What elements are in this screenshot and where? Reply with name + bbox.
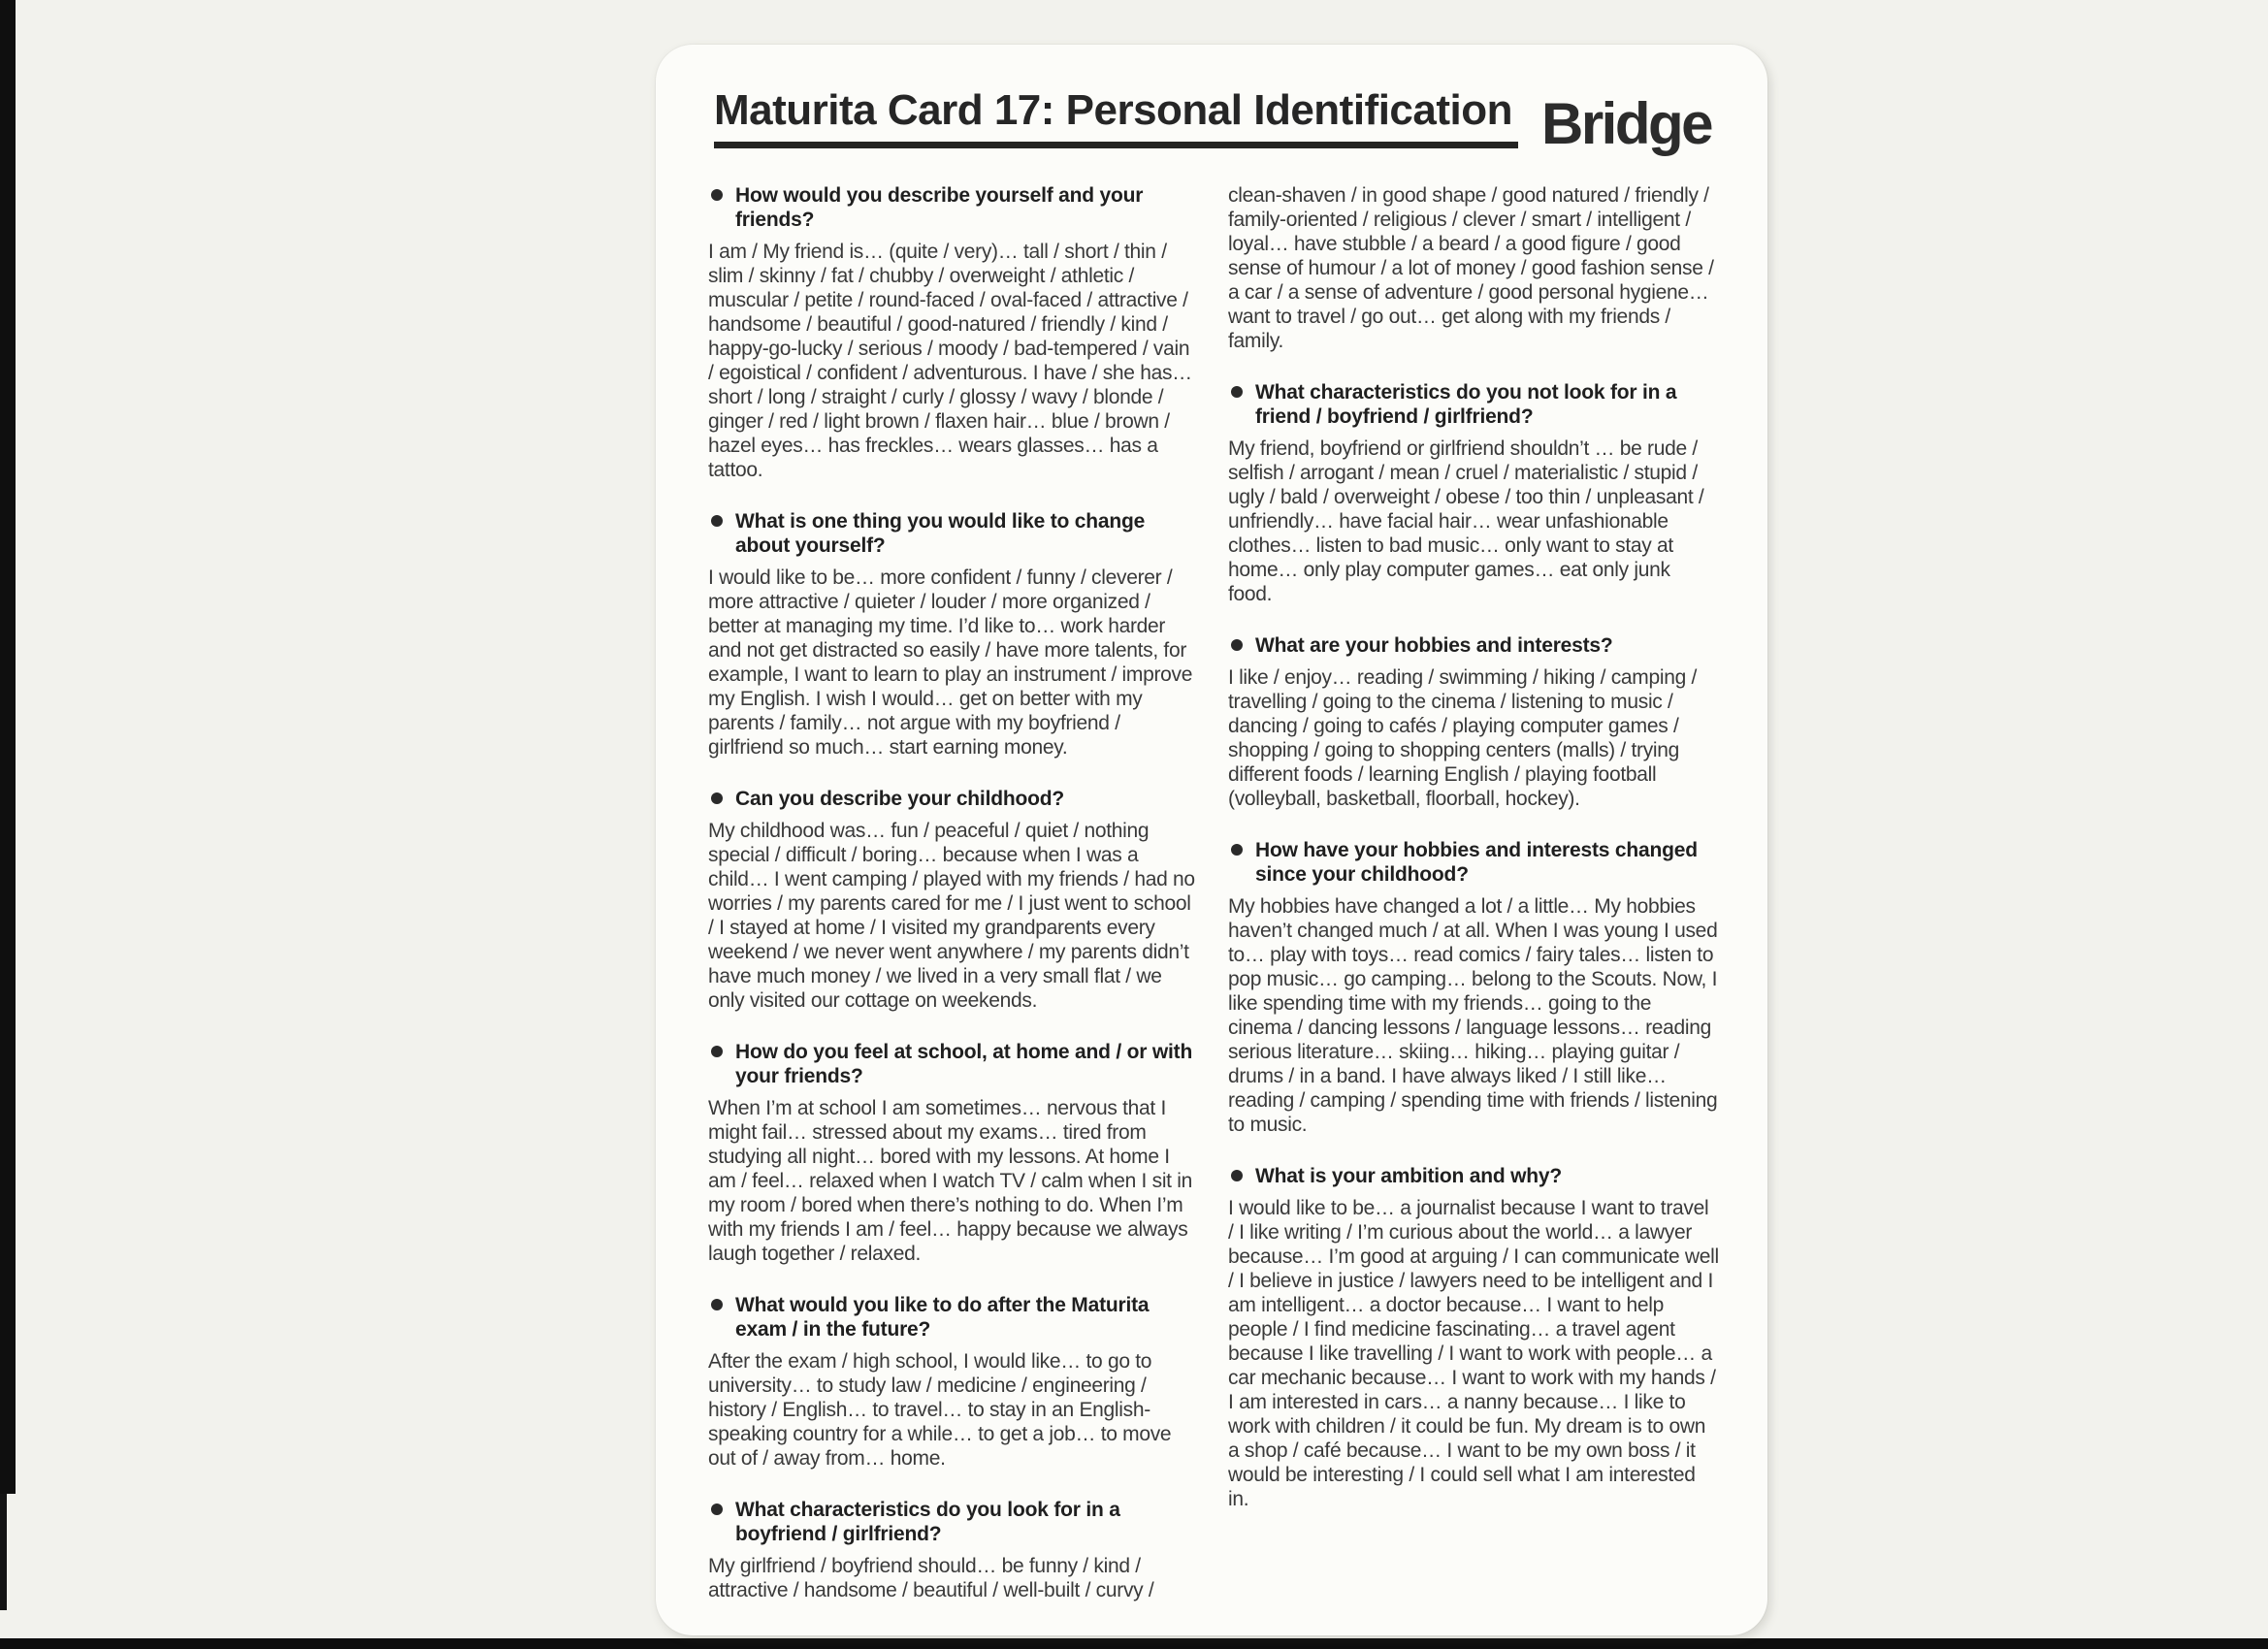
answer-text: My friend, boyfriend or girlfriend shouldn’t … be rude / selfish / arrogant / mean / cruel / materialistic / stupid / ugly / bald / overweight / obese / too thin / unpleasant / unfriendly… have facial hair… wear unfashionable clothes… listen to bad music… only want to stay at home… only play computer games… eat only junk food. (1228, 437, 1704, 605)
qa-section (708, 183, 1199, 482)
bullet-icon (1231, 639, 1243, 651)
page-title: Maturita Card 17: Personal Identification (714, 86, 1512, 134)
qa-section (708, 1293, 1199, 1471)
answer-text: When I’m at school I am sometimes… nervous that I might fail… stressed about my exams… tired from studying all night… bored with my lessons. At home I am / feel… relaxed when I watch TV / calm when I sit in my room / bored when there’s nothing to do. When I’m with my friends I am / feel… happy because we always laugh together / relaxed. (708, 1097, 1192, 1265)
question-text: What are your hobbies and interests? (1255, 634, 1613, 657)
qa-section (708, 1040, 1199, 1266)
question-text: How do you feel at school, at home and / or with your friends? (735, 1041, 1193, 1087)
qa-section (708, 787, 1199, 1013)
question-text: What characteristics do you look for in a boyfriend / girlfriend? (735, 1499, 1120, 1545)
bullet-icon (711, 1299, 723, 1310)
qa-section (1228, 380, 1719, 606)
scanner-edge-bottom (0, 1638, 2268, 1649)
answer-text: I am / My friend is… (quite / very)… tall / short / thin / slim / skinny / fat / chubby / overweight / athletic / muscular / petite / round-faced / oval-faced / attractive / handsome / beautiful / good-natured / friendly / kind / happy-go-lucky / serious / moody / bad-tempered / vain / egoistical / confident / adventurous. I have / she has… short / long / straight / curly / glossy / wavy / blonde / ginger / red / light brown / flaxen hair… blue / brown / hazel eyes… has freckles… wears glasses… has a tattoo. (708, 241, 1192, 481)
scanner-edge-left (0, 0, 16, 1494)
bullet-icon (711, 515, 723, 527)
question (1228, 838, 1719, 887)
scanner-edge-left-tail (0, 1494, 7, 1610)
bullet-icon (711, 189, 723, 201)
answer-text: After the exam / high school, I would like… to go to university… to study law / medicine / engineering / history / English… to travel… to stay in an English-speaking country for a while… to get a job… to move out of / away from… home. (708, 1350, 1172, 1470)
question-text: What characteristics do you not look for in a friend / boyfriend / girlfriend? (1255, 381, 1677, 428)
continuation-paragraph: clean-shaven / in good shape / good natured / friendly / family-oriented / religious / clever / smart / intelligent / loyal… have stubble / a beard / a good figure / good sense of humour / a lot of money / good fashion sense / a car / a sense of adventure / good personal hygiene… want to travel / go out… get along with my friends / family. (1228, 184, 1714, 352)
question (708, 1293, 1199, 1342)
question-text: What is one thing you would like to change about yourself? (735, 510, 1146, 557)
answer-text: I would like to be… a journalist because I want to travel / I like writing / I’m curious about the world… a lawyer because… I’m good at arguing / I can communicate well / I believe in justice / lawyers need to be intelligent and I am intelligent… a doctor because… I want to help people / I find medicine fascinating… a travel agent because I like travelling / I want to work with people… a car mechanic because… I want to work with my hands / I am interested in cars… a nanny because… I like to work with children / it could be fun. My dream is to own a shop / café because… I want to be my own boss / it would be interesting / I could sell what I am interested in. (1228, 1197, 1719, 1510)
left-column-sections (708, 183, 1199, 1602)
question (708, 1040, 1199, 1088)
bullet-icon (711, 792, 723, 804)
card-header (714, 86, 1719, 156)
two-column-layout (708, 183, 1719, 1602)
title-underline (714, 86, 1518, 148)
answer-text: My hobbies have changed a lot / a little… My hobbies haven’t changed much / at all. When I was young I used to… play with toys… read comics / fairy tales… listen to pop music… go camping… belong to the Scouts. Now, I like spending time with my friends… going to the cinema / dancing lessons / language lessons… reading serious literature… skiing… hiking… playing guitar / drums / in a band. I have always liked / I still like… reading / camping / spending time with friends / listening to music. (1228, 895, 1718, 1136)
bullet-icon (711, 1046, 723, 1057)
maturita-card (656, 45, 1767, 1635)
bullet-icon (1231, 386, 1243, 398)
answer-text: I would like to be… more confident / funny / cleverer / more attractive / quieter / louder / more organized / better at managing my time. I’d like to… work harder and not get distracted so easily / have more talents, for example, I want to learn to play an instrument / improve my English. I wish I would… get on better with my parents / family… not argue with my boyfriend / girlfriend so much… start earning money. (708, 566, 1193, 759)
answer-text: My girlfriend / boyfriend should… be funny / kind / attractive / handsome / beautiful / well-built / curvy / (708, 1555, 1154, 1601)
bullet-icon (711, 1504, 723, 1515)
question-text: How would you describe yourself and your friends? (735, 184, 1144, 231)
question (1228, 380, 1719, 429)
question (708, 787, 1199, 811)
question (708, 183, 1199, 232)
question-text: Can you describe your childhood? (735, 788, 1064, 810)
bullet-icon (1231, 1170, 1243, 1181)
question (708, 509, 1199, 558)
qa-section (1228, 633, 1719, 811)
qa-section (708, 509, 1199, 760)
brand-logo: Bridge (1541, 91, 1712, 156)
right-column-sections (1228, 380, 1719, 1511)
question (1228, 633, 1719, 658)
question-text: What is your ambition and why? (1255, 1165, 1563, 1187)
bullet-icon (1231, 844, 1243, 856)
left-column (708, 183, 1199, 1602)
answer-text: My childhood was… fun / peaceful / quiet / nothing special / difficult / boring… because when I was a child… I went camping / played with my friends / had no worries / my parents cared for me / I just went to school / I stayed at home / I visited my grandparents every weekend / we never went anywhere / my parents didn’t have much money / we lived in a very small flat / we only visited our cottage on weekends. (708, 820, 1195, 1012)
question-text: What would you like to do after the Maturita exam / in the future? (735, 1294, 1150, 1341)
qa-section (1228, 1164, 1719, 1511)
qa-section (1228, 838, 1719, 1137)
answer-text: I like / enjoy… reading / swimming / hiking / camping / travelling / going to the cinema / listening to music / dancing / going to cafés / playing computer games / shopping / going to shopping centers (malls) / trying different foods / learning English / playing football (volleyball, basketball, floorball, hockey). (1228, 666, 1698, 810)
right-column (1228, 183, 1719, 1602)
question (708, 1498, 1199, 1546)
qa-section (708, 1498, 1199, 1602)
question-text: How have your hobbies and interests changed since your childhood? (1255, 839, 1698, 886)
question (1228, 1164, 1719, 1188)
